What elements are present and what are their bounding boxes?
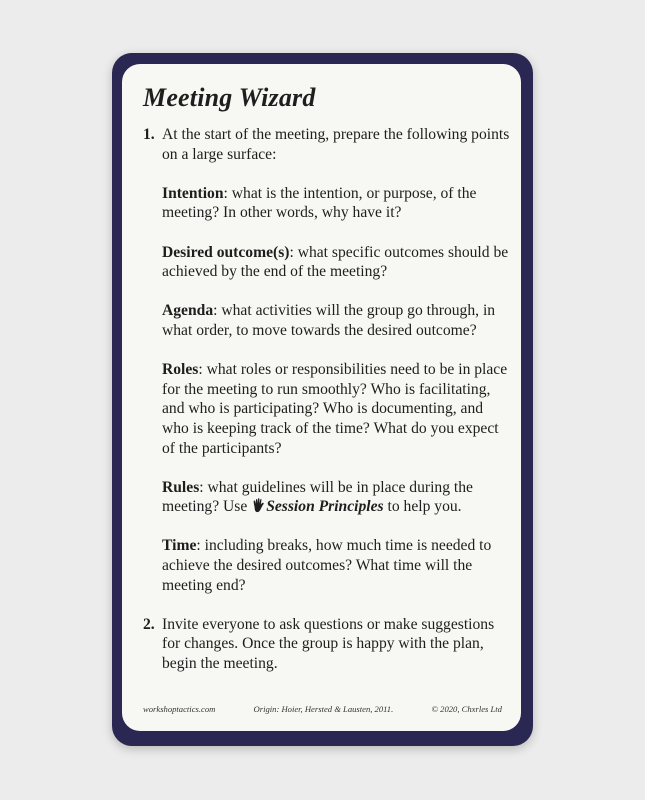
steps-list [143,125,511,674]
point-description: : including breaks, how much time is needed to achieve the desired outcomes? What time will the meeting end? [162,537,492,594]
step-text: Invite everyone to ask questions or make suggestions for changes. Once the group is happy with the plan, begin the meeting. [162,615,495,673]
step-2 [143,615,511,674]
point-intention [162,184,511,223]
point-agenda [162,301,511,340]
point-description: : what roles or responsibilities need to be in place for the meeting to run smoothly? Who is facilitating, and who is participating? Who is documenting, and who is keeping track of the time? What do you expect of the participants? [162,361,508,457]
card-title: Meeting Wizard [143,83,316,112]
step-number: 2. [143,615,155,633]
point-description: : what guidelines will be in place during the meeting? Use [162,478,473,516]
step-1 [143,125,511,595]
step-number: 1. [143,126,155,143]
footer-copyright: © 2020, Chxrles Ltd [431,704,502,714]
point-term: Desired outcome(s) [162,243,290,261]
point-term: Time [162,537,197,555]
point-desired-outcomes [162,243,511,282]
meeting-wizard-card [112,53,533,746]
hand-icon [252,498,265,513]
step-text: At the start of the meeting, prepare the following points on a large surface: [162,126,510,163]
point-term: Rules [162,478,200,496]
card-footer [143,704,502,714]
point-term: Intention [162,184,224,202]
point-term: Roles [162,361,199,379]
point-description: : what activities will the group go through, in what order, to move towards the desired outcome? [162,302,496,339]
point-time [162,536,511,595]
point-description-end: to help you. [383,498,462,516]
card-face [122,64,521,731]
point-description: : what is the intention, or purpose, of the meeting? In other words, why have it? [162,184,477,222]
point-term: Agenda [162,302,214,320]
footer-origin: Origin: Hoier, Hersted & Lausten, 2011. [253,704,394,714]
point-roles [162,360,511,458]
point-description: : what specific outcomes should be achieved by the end of the meeting? [162,243,509,281]
footer-website: workshoptactics.com [143,704,216,714]
point-rules [162,478,511,517]
session-principles-link: Session Principles [266,498,384,516]
